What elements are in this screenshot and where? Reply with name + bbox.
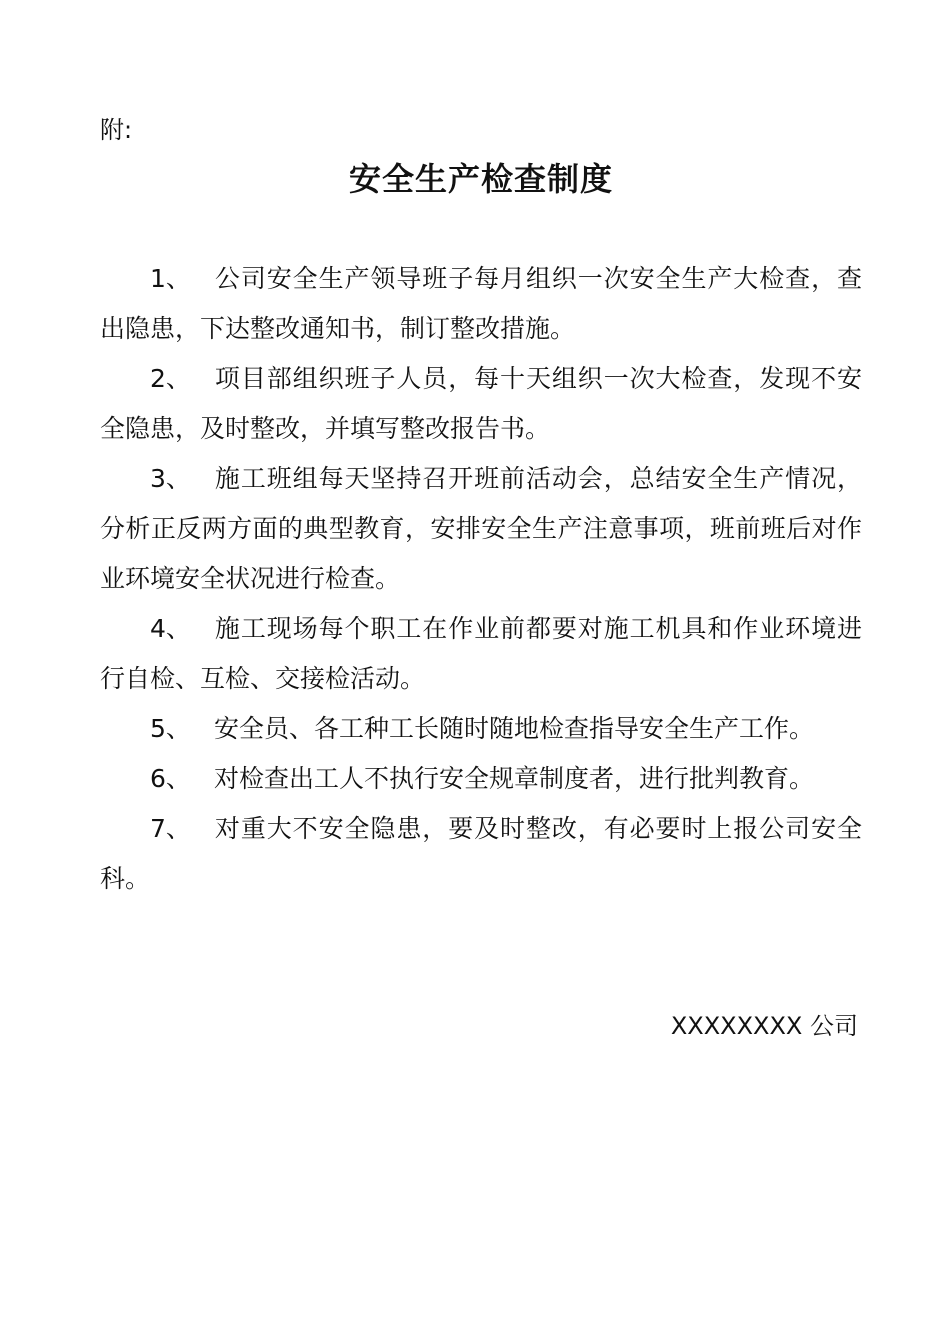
item-number: 5、 <box>150 714 191 743</box>
regulation-item-6 <box>100 754 862 804</box>
item-text: 公司安全生产领导班子每月组织一次安全生产大检查，查出隐患，下达整改通知书，制订整改措施。 <box>100 264 862 343</box>
item-text: 对检查出工人不执行安全规章制度者，进行批判教育。 <box>214 764 815 793</box>
item-text: 施工现场每个职工在作业前都要对施工机具和作业环境进行自检、互检、交接检活动。 <box>100 614 862 693</box>
item-number: 1、 <box>150 264 191 293</box>
regulation-item-2 <box>100 354 862 454</box>
item-text: 安全员、各工种工长随时随地检查指导安全生产工作。 <box>214 714 815 743</box>
regulation-item-5 <box>100 704 862 754</box>
item-number: 4、 <box>150 614 191 643</box>
item-number: 3、 <box>150 464 191 493</box>
item-number: 2、 <box>150 364 191 393</box>
attachment-label: 附: <box>100 116 133 144</box>
regulation-item-7 <box>100 804 862 904</box>
document-title: 安全生产检查制度 <box>348 160 613 198</box>
regulation-item-1 <box>100 254 862 354</box>
item-number: 6、 <box>150 764 191 793</box>
company-signature: XXXXXXXX 公司 <box>670 1012 858 1040</box>
regulation-item-4 <box>100 604 862 704</box>
item-text: 对重大不安全隐患，要及时整改，有必要时上报公司安全科。 <box>100 814 862 893</box>
item-text: 施工班组每天坚持召开班前活动会，总结安全生产情况，分析正反两方面的典型教育，安排安全生产注意事项，班前班后对作业环境安全状况进行检查。 <box>100 464 862 593</box>
regulation-item-3 <box>100 454 862 604</box>
regulation-list <box>100 254 862 904</box>
item-text: 项目部组织班子人员，每十天组织一次大检查，发现不安全隐患，及时整改，并填写整改报告书。 <box>100 364 862 443</box>
item-number: 7、 <box>150 814 191 843</box>
